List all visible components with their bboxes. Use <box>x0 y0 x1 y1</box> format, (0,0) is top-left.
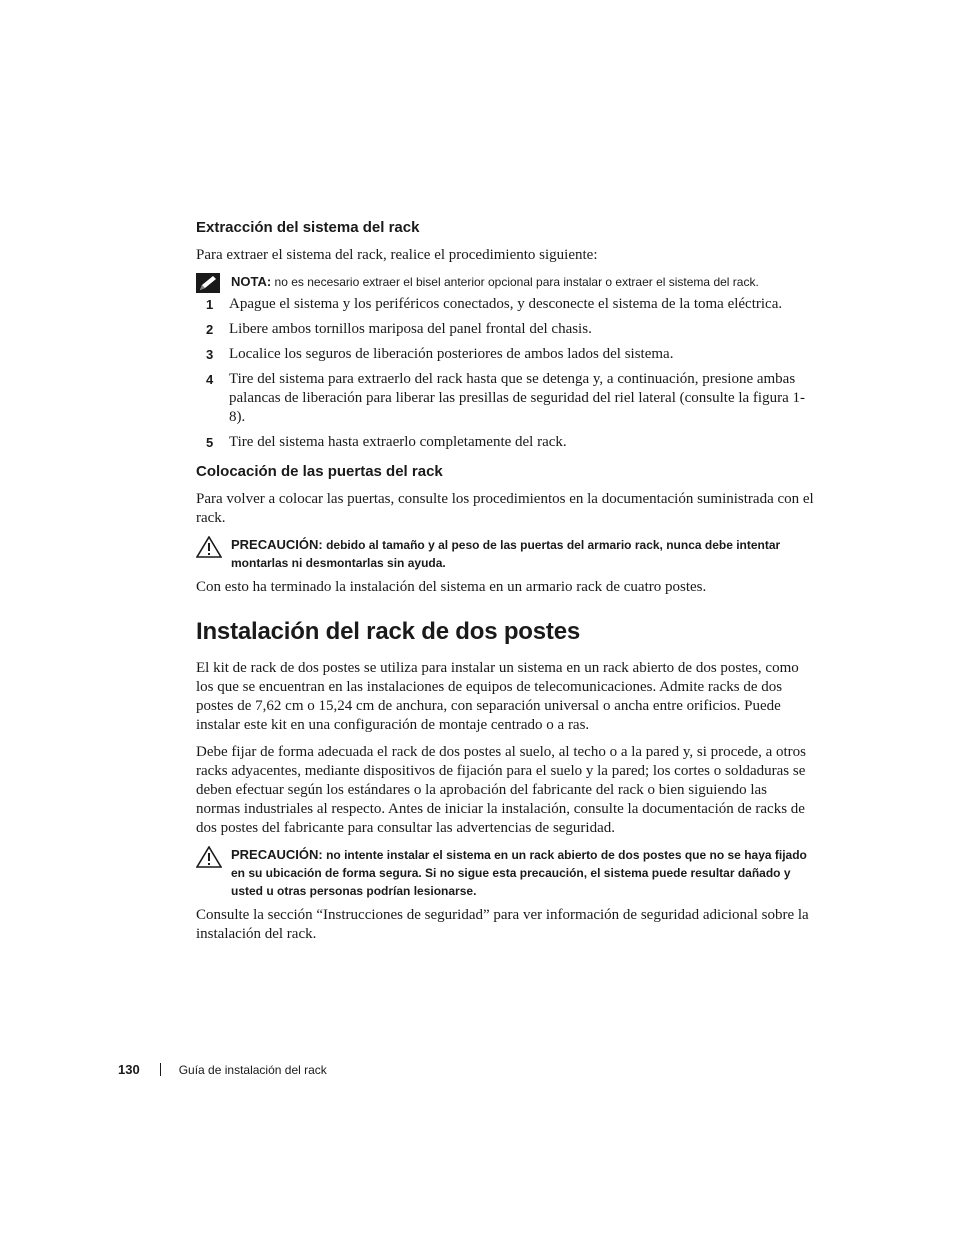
page-number: 130 <box>118 1062 140 1077</box>
paragraph: Debe fijar de forma adecuada el rack de dos postes al suelo, al techo o a la pared y, si procede, a otros racks adyacentes, mediante dispositivos de fijación para el suelo y la pared; los cortes o soldaduras se deben efectuar según los estándares o la aprobación del fabricante del rack o bien siguiendo las normas industriales al respecto. Antes de iniciar la instalación, consulte la documentación de racks de dos postes del fabricante para consultar las advertencias de seguridad. <box>196 744 807 836</box>
list-item <box>196 433 814 452</box>
note-callout <box>196 273 814 291</box>
step-text: Localice los seguros de liberación posteriores de ambos lados del sistema. <box>229 346 674 362</box>
list-item <box>196 370 814 427</box>
caution-label: PRECAUCIÓN: <box>231 847 323 862</box>
list-item <box>196 345 814 364</box>
caution-text: no intente instalar el sistema en un rack abierto de dos postes que no se haya fijado en su ubicación de forma segura. Si no sigue esta precaución, el sistema puede resultar dañado y usted u otras personas podrían lesionarse. <box>231 848 807 898</box>
page-content <box>196 218 814 952</box>
step-number: 5 <box>206 435 214 450</box>
step-number: 3 <box>206 347 214 362</box>
caution-text: debido al tamaño y al peso de las puertas del armario rack, nunca debe intentar montarlas ni desmontarlas sin ayuda. <box>231 538 781 570</box>
footer-title: Guía de instalación del rack <box>178 1063 327 1077</box>
footer-divider <box>160 1063 161 1076</box>
caution-callout <box>196 846 814 900</box>
section-heading-remove-system: Extracción del sistema del rack <box>196 219 420 236</box>
warning-triangle-icon <box>196 536 222 558</box>
step-text: Apague el sistema y los periféricos conectados, y desconecte el sistema de la toma eléctrica. <box>229 296 783 312</box>
procedure-steps <box>196 295 814 452</box>
list-item <box>196 295 814 314</box>
section-intro: Para extraer el sistema del rack, realice el procedimiento siguiente: <box>196 247 598 263</box>
step-text: Tire del sistema para extraerlo del rack hasta que se detenga y, a continuación, presione ambas palancas de liberación para liberar las presillas de seguridad del riel lateral (consulte la figura 1-8). <box>229 371 805 425</box>
step-number: 4 <box>206 372 214 387</box>
note-label: NOTA: <box>231 274 272 289</box>
list-item <box>196 320 814 339</box>
step-text: Tire del sistema hasta extraerlo completamente del rack. <box>229 434 567 450</box>
caution-label: PRECAUCIÓN: <box>231 537 323 552</box>
section-intro: Para volver a colocar las puertas, consulte los procedimientos en la documentación suministrada con el rack. <box>196 491 814 526</box>
closing-paragraph: Con esto ha terminado la instalación del sistema en un armario rack de cuatro postes. <box>196 579 707 595</box>
section-heading-doors: Colocación de las puertas del rack <box>196 463 443 480</box>
step-number: 2 <box>206 322 214 337</box>
warning-triangle-icon <box>196 846 222 868</box>
note-text: no es necesario extraer el bisel anterior opcional para instalar o extraer el sistema del rack. <box>274 275 759 289</box>
step-text: Libere ambos tornillos mariposa del panel frontal del chasis. <box>229 321 592 337</box>
step-number: 1 <box>206 297 214 312</box>
page-footer <box>118 1061 327 1079</box>
caution-callout <box>196 536 814 572</box>
page-title: Instalación del rack de dos postes <box>196 618 580 645</box>
paragraph: El kit de rack de dos postes se utiliza para instalar un sistema en un rack abierto de dos postes, como los que se encuentran en las instalaciones de equipos de telecomunicaciones. Admite racks de dos postes de 7,62 cm o 15,24 cm de anchura, con separación universal o ancha entre orificios. Puede instalar este kit en una configuración de montaje centrado o a ras. <box>196 660 799 733</box>
paragraph: Consulte la sección “Instrucciones de seguridad” para ver información de seguridad adicional sobre la instalación del rack. <box>196 907 809 942</box>
pencil-note-icon <box>196 273 222 295</box>
